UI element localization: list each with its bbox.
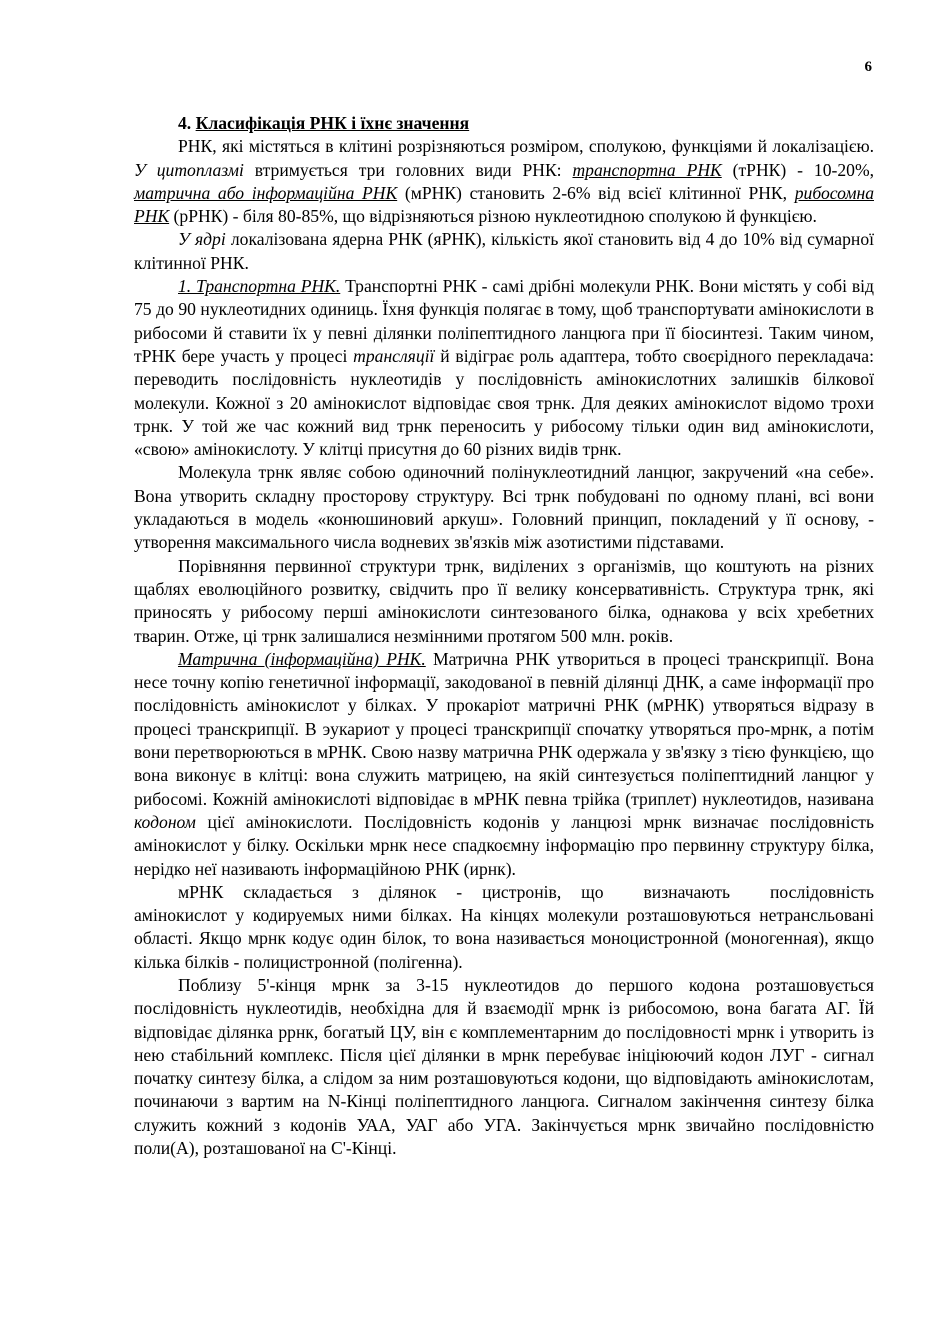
text: (тРНК) - 10-20%, — [721, 159, 874, 180]
text: Матрична РНК утвориться в процесі транскрипції. Вона несе точну копію генетичної інформації, закодованої в певній ділянці ДНК, а саме інформації про послідовність амінокислот у білках. У прокаріот матричні РНК (мРНК) утворяться відразу в процесі транскрипції. В эукариот у процесі транскрипції спочатку утворяться про-мрнк, а потім вони перетворюються в мРНК. Свою назву матрична РНК одержала у зв'язку з тією функцією, що вона виконує в клітці: вона служить матрицею, на якій синтезується поліпептидний ланцюг у рибосомі. Кожній амінокислоті відповідає в мРНК певна трійка (триплет) нуклеотидов, називана — [134, 648, 874, 809]
heading-title: Класифікація РНК і їхнє значення — [195, 113, 470, 133]
term-nucleus: У ядрі — [178, 229, 226, 250]
text: визначають — [643, 881, 730, 902]
text: Транспортні РНК - самі дрібні молекули РНК. Вони містять у собі від 75 до 90 нуклеотидних одиниць. Їхня функція полягає в тому, щоб транспортувати амінокислоти в рибосоми й ставити їх у певні ділянки поліпептидного ланцюга при її біосинтезі. Таким чином, тРНК бере участь у процесі — [134, 276, 874, 366]
text: (рРНК) - біля 80-85%, що відрізняються різною нуклеотидною сполукою й функцією. — [169, 206, 817, 227]
text: послідовність амінокислот у кодируемых ними білках. На кінцях молекули розташовуються нетрансльовані області. Якщо мрнк кодує один білок, то вона називається моноцистронной (моногенная), якщо кілька білків - полицистронной (полігенна). — [134, 881, 874, 972]
text: мРНК складається з ділянок - цистронів, що — [178, 881, 604, 902]
subheading-transport-rna: 1. Транспортна РНК. — [178, 276, 341, 297]
text: цієї амінокислоти. Послідовність кодонів у ланцюзі мрнк визначає послідовність амінокислот у білку. Оскільки мрнк несе спадкоємну інформацію про первинну структуру білка, нерідко неї називають інформаційною РНК (ирнк). — [134, 811, 874, 879]
text: (мРНК) становить 2-6% від всієї клітинної РНК, — [397, 182, 795, 203]
term-transport-rna: транспортна РНК — [572, 159, 722, 180]
term-matrix-rna: матрична або інформаційна РНК — [134, 182, 398, 203]
term-ribosomal-rna: рибосомна РНК — [134, 182, 874, 227]
subheading-matrix-rna: Матрична (інформаційна) РНК. — [178, 648, 426, 669]
text: й відіграє роль адаптера, тобто своєрідного перекладача: переводить послідовність нуклеотидів у послідовність амінокислотних залишків білкової молекули. Кожної з 20 амінокислот відповідає своя трнк. Для деяких амінокислот відомо трохи трнк. У той же час кожний вид трнк переносить у рибосому тільки один вид амінокислоти, «свою» амінокислоту. У клітці присутня до 60 різних видів трнк. — [134, 345, 875, 460]
text: РНК, які містяться в клітині розрізняються розміром, сполукою, функціями й локалізацією. — [178, 136, 874, 157]
text: втримується три головних види РНК: — [243, 159, 573, 180]
text: локалізована ядерна РНК (яРНК), кількість якої становить від 4 до 10% від сумарної клітинної РНК. — [134, 229, 875, 273]
paragraph-cistrons — [134, 881, 874, 974]
term-translation: трансляції — [353, 345, 435, 366]
page-number: 6 — [864, 59, 872, 75]
paragraph-mrna-5-end: Поблизу 5'-кінця мрнк за 3-15 нуклеотидов до першого кодона розташовується послідовність нуклеотидів, необхідна для й взаємодії мрнк із рибосомою, вона багата АГ. Їй відповідає ділянка ррнк, богатый ЦУ, він є комплементарним до послідовності мрнк і утворить із нею стабільний комплекс. Після цієї ділянки в мрнк перебуває ініціюючий кодон ЛУГ - сигнал початку синтезу білка, а слідом за ним розташовуються кодони, що відповідають амінокислотам, починаючи з вартим на N-Кінці поліпептидного ланцюга. Сигналом закінчення синтезу білка служить кожний з кодонів УАА, УАГ або УГА. Закінчується мрнк звичайно послідовністю поли(А), розташованої на С'-Кінці. — [134, 974, 874, 1159]
term-cytoplasm: У цитоплазмі — [134, 159, 244, 180]
heading-number: 4. — [178, 113, 192, 133]
paragraph-trna-structure: Молекула трнк являє собою одиночний полінуклеотидний ланцюг, закручений «на себе». Вона утворить складну просторову структуру. Всі трнк побудовані по одному плані, всі вони укладаються в модель «конюшиновий аркуш». Головний принцип, покладений у її основу, - утворення максимального числа водневих зв'язків між азотистими підставами. — [134, 462, 874, 553]
paragraph-rna-overview — [134, 135, 874, 228]
paragraph-transport-rna — [134, 275, 874, 461]
term-codon: кодоном — [134, 811, 196, 832]
section-heading — [134, 112, 874, 135]
paragraph-trna-comparison: Порівняння первинної структури трнк, виділених з організмів, що коштують на різних щаблях еволюційного розвитку, свідчить про її велику консервативність. Структура трнк, які приносять у рибосому перші амінокислоти синтезованого білка, однакова у всіх хребетних тварин. Отже, ці трнк залишалися незмінними протягом 500 млн. років. — [134, 555, 874, 646]
paragraph-nuclear-rna — [134, 228, 874, 275]
paragraph-matrix-rna — [134, 648, 874, 881]
